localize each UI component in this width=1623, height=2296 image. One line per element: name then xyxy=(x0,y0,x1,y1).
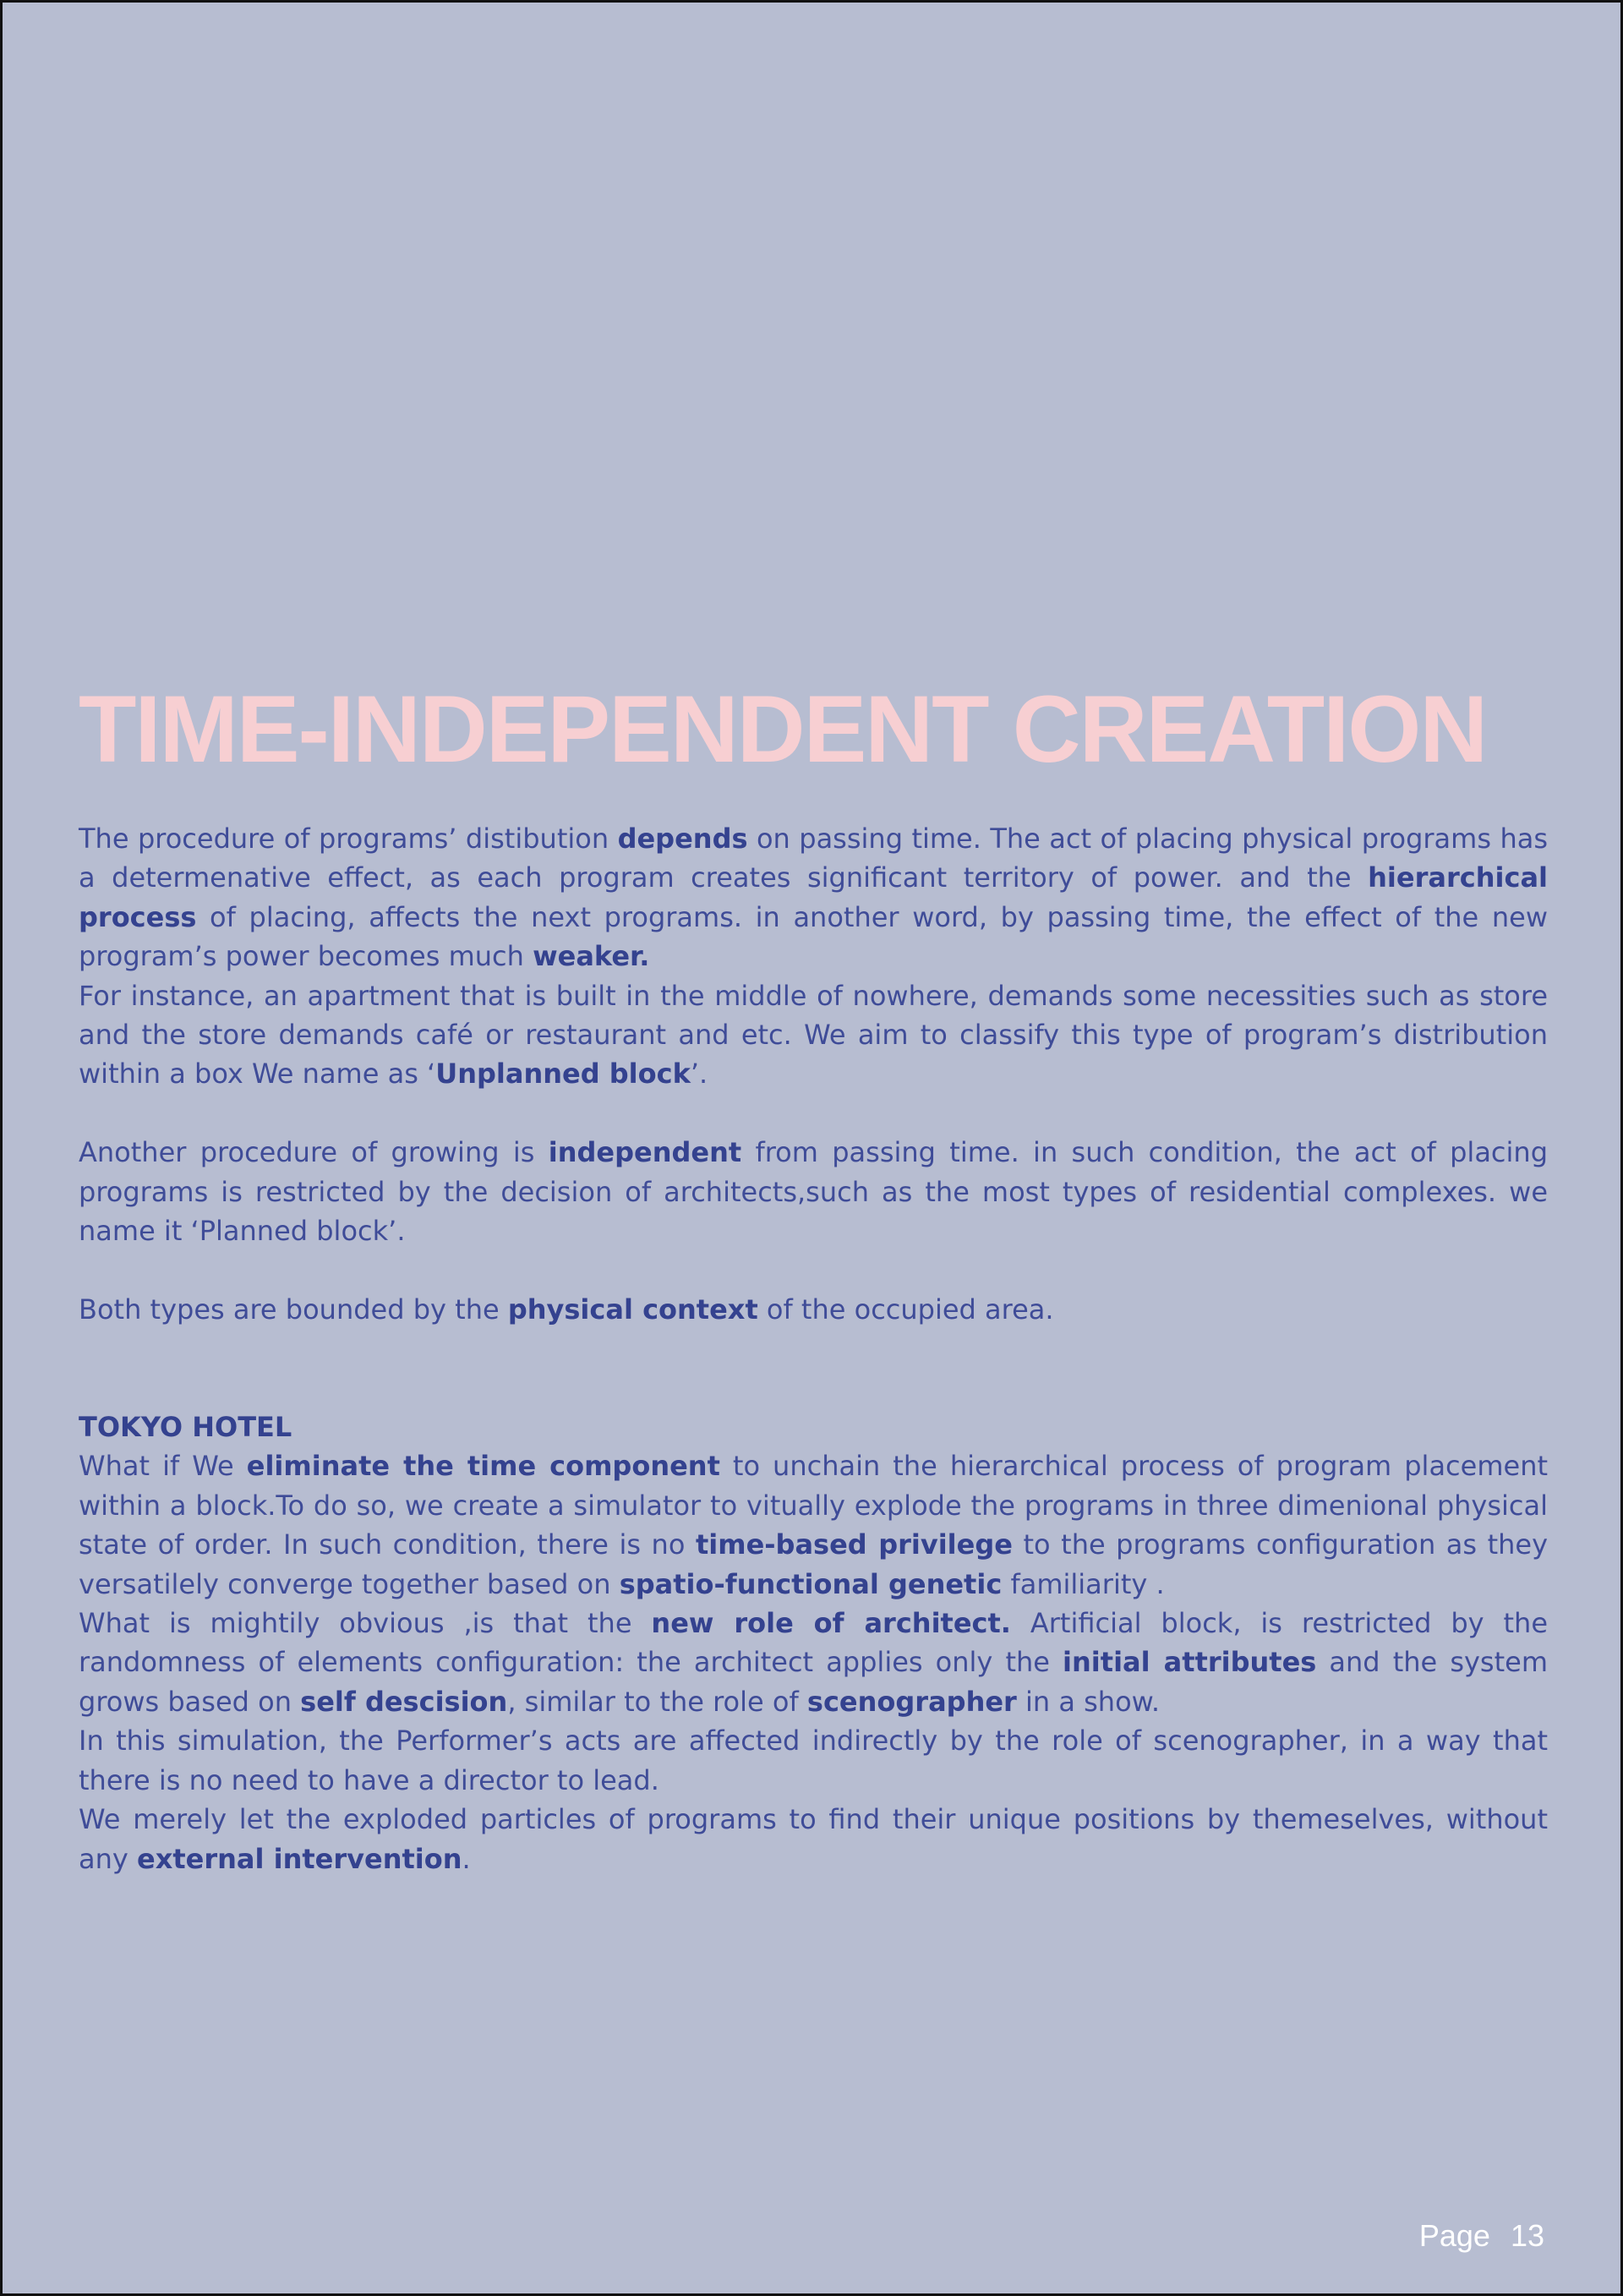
paragraph-eliminate-time: What if We eliminate the time component to unchain the hierarchical process of program placement within a block.To do so, we create a simulator to vitually explode the programs in three dimenional physical state of order. In such condition, there is no time-based privilege to the programs configuration as they versatilely converge together based on spatio-functional genetic familiarity . xyxy=(79,1450,1549,1600)
emphasis-spatio-functional-genetic: spatio-functional genetic xyxy=(619,1567,1003,1600)
emphasis-self-descision: self descision xyxy=(300,1685,508,1718)
emphasis-depends: depends xyxy=(617,823,748,855)
paragraph-physical-context: Both types are bounded by the physical context of the occupied area. xyxy=(79,1293,1054,1326)
emphasis-hierarchical-process: hierarchical process xyxy=(79,861,1548,933)
emphasis-initial-attributes: initial attributes xyxy=(1063,1646,1317,1679)
emphasis-unplanned-block: Unplanned block xyxy=(435,1058,691,1091)
body-text xyxy=(79,819,1548,1878)
emphasis-new-role-of-architect: new role of architect. xyxy=(651,1607,1011,1640)
paragraph-programs-distribution: The procedure of programs’ distibution depends on passing time. The act of placing physical programs has a determenative effect, as each program creates significant territory of power. and the hierarchical process of placing, affects the next programs. in another word, by passing time, the effect of the new program’s power becomes much weaker. xyxy=(79,823,1549,973)
page-number xyxy=(1419,2217,1544,2255)
paragraph-unplanned-block: For instance, an apartment that is built in the middle of nowhere, demands some necessities such as store and the store demands café or restaurant and etc. We aim to classify this type of program’s distribution within a box We name as ‘Unplanned block’. xyxy=(79,979,1548,1091)
paragraph-spacer xyxy=(79,1250,1548,1289)
section-spacer xyxy=(79,1329,1548,1408)
paragraph-exploded-particles: We merely let the exploded particles of programs to find their unique positions by themeselves, without any external intervention. xyxy=(79,1803,1548,1875)
paragraph-performer: In this simulation, the Performer’s acts are affected indirectly by the role of scenographer, in a way that there is no need to have a director to lead. xyxy=(79,1725,1548,1796)
emphasis-physical-context: physical context xyxy=(507,1293,758,1326)
page-number-value: 13 xyxy=(1510,2218,1544,2253)
emphasis-time-based-privilege: time-based privilege xyxy=(695,1528,1013,1561)
emphasis-scenographer: scenographer xyxy=(806,1685,1017,1718)
page-title: TIME-INDEPENDENT CREATION xyxy=(79,676,1487,782)
paragraph-planned-block: Another procedure of growing is independent from passing time. in such condition, the act of placing programs is restricted by the decision of architects,such as the most types of residential complexes. we name it ‘Planned block’. xyxy=(79,1136,1549,1248)
paragraph-role-of-architect: What is mightily obvious ,is that the new role of architect. Artificial block, is restricted by the randomness of elements configuration: the architect applies only the initial attributes and the system grows based on self descision, similar to the role of scenographer in a show. xyxy=(79,1607,1549,1718)
page-label: Page xyxy=(1418,2218,1490,2253)
emphasis-eliminate-time-component: eliminate the time component xyxy=(246,1450,720,1483)
emphasis-weaker: weaker. xyxy=(533,940,650,973)
emphasis-external-intervention: external intervention xyxy=(137,1842,462,1875)
emphasis-independent: independent xyxy=(548,1136,742,1169)
section-heading-tokyo-hotel: TOKYO HOTEL xyxy=(79,1411,292,1444)
paragraph-spacer xyxy=(79,1094,1548,1133)
